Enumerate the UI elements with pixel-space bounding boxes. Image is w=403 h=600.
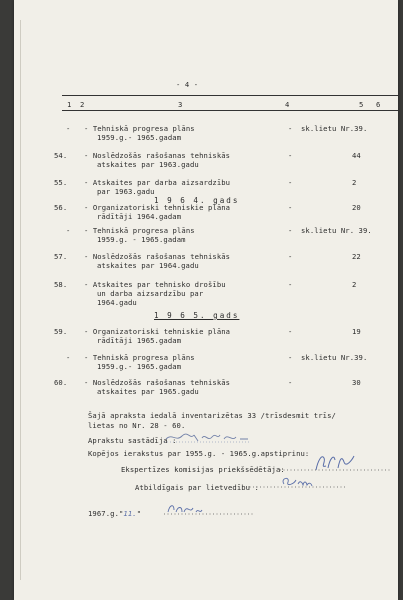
row-description-line: - Atskaites par tehnisko drošību [84,280,226,289]
row-description-line: atskaites par 1964.gadu [97,261,199,270]
column-header-1: 1 [67,100,72,109]
page-fold-line [20,20,21,580]
table-header-rule [62,110,398,111]
row-number: - [66,226,71,235]
row-description-line: - Tehniskā progresa plāns [84,226,195,235]
row-description-line: - Atskaites par darba aizsardzību [84,178,231,187]
row-page-count: 30 [352,378,361,387]
row-description-line: - Noslēdzošās rašošanas tehniskās [84,252,231,261]
row-reference: sk.lietu Nr.39. [301,353,368,362]
row-number: - [66,353,71,362]
row-description-line: rādītāji 1965.gadam [97,336,182,345]
row-number: 56. [54,203,68,212]
row-col4: - [288,252,293,261]
column-header-4: 4 [285,100,290,109]
row-col4: - [288,327,293,336]
row-number: - [66,124,71,133]
row-description-line: 1959.g.- 1965.gadam [97,362,182,371]
row-description-line: - Noslēdzošās rašošanas tehniskās [84,378,231,387]
row-number: 60. [54,378,68,387]
document-page [14,0,398,600]
copies-approval-line: Kopējos ierakstus par 1955.g. - 1965.g.apstiprinu: [88,449,310,458]
page-number: - 4 - [176,80,199,89]
row-description-line: - Tehniskā progresa plāns [84,124,195,133]
row-col4: - [288,353,293,362]
row-number: 58. [54,280,68,289]
year-heading: 1 9 6 4. gads [154,196,240,205]
column-header-5: 5 [359,100,364,109]
table-top-rule [62,95,398,96]
row-col4: - [288,124,293,133]
date-day: 11. [123,509,137,518]
row-page-count: 22 [352,252,361,261]
row-description-line: - Organizatoriski tehniskie plāna [84,203,231,212]
row-description-line: atskaites par 1965.gadu [97,387,199,396]
row-number: 55. [54,178,68,187]
compiler-label: Aprakstu sastādīja : [88,436,177,445]
row-page-count: 2 [352,178,357,187]
row-reference: sk.lietu Nr.39. [301,124,368,133]
row-description-line: 1959.g.- 1965.gadam [97,133,182,142]
column-header-3: 3 [178,100,183,109]
column-header-6: 6 [376,100,381,109]
records-responsible-label: Atbildīgais par lietvedību : [135,483,259,492]
row-number: 57. [54,252,68,261]
row-description-line: rādītāji 1964.gadam [97,212,182,221]
column-header-2: 2 [80,100,85,109]
row-description-line: un darba aizsardzību par [97,289,204,298]
compiler-signature [164,430,250,444]
row-col4: - [288,378,293,387]
row-description-line: atskaites par 1963.gadu [97,160,199,169]
row-description-line: 1959.g. - 1965.gadam [97,235,186,244]
row-col4: - [288,178,293,187]
commission-signature [280,452,390,474]
row-description-line: - Noslēdzošās rašošanas tehniskās [84,151,231,160]
date-month-handwriting [164,502,254,516]
year-heading: 1 9 6 5. gads [154,311,240,320]
date-year: 1967.g." [88,509,124,518]
row-number: 59. [54,327,68,336]
row-col4: - [288,203,293,212]
row-page-count: 2 [352,280,357,289]
row-description-line: - Tehniskā progresa plāns [84,353,195,362]
row-page-count: 44 [352,151,361,160]
footer-range-line: lietas no Nr. 28 - 60. [88,421,186,430]
row-reference: sk.lietu Nr. 39. [301,226,372,235]
footer-inventory-line: Šajā apraksta iedalā inventarizētas 33 /trīsdesmit trīs/ [88,411,336,420]
date-quote: " [136,509,142,518]
row-page-count: 19 [352,327,361,336]
date-label [88,509,141,518]
row-description-line: par 1963.gadu [97,187,155,196]
commission-chair-label: Ekspertīzes komisijas priekšsēdētāja: [121,465,285,474]
row-number: 54. [54,151,68,160]
row-col4: - [288,280,293,289]
row-col4: - [288,151,293,160]
row-page-count: 20 [352,203,361,212]
records-signature [246,472,346,490]
row-description-line: - Organizatoriski tehniskie plāna [84,327,231,336]
row-col4: - [288,226,293,235]
row-description-line: 1964.gadu [97,298,137,307]
